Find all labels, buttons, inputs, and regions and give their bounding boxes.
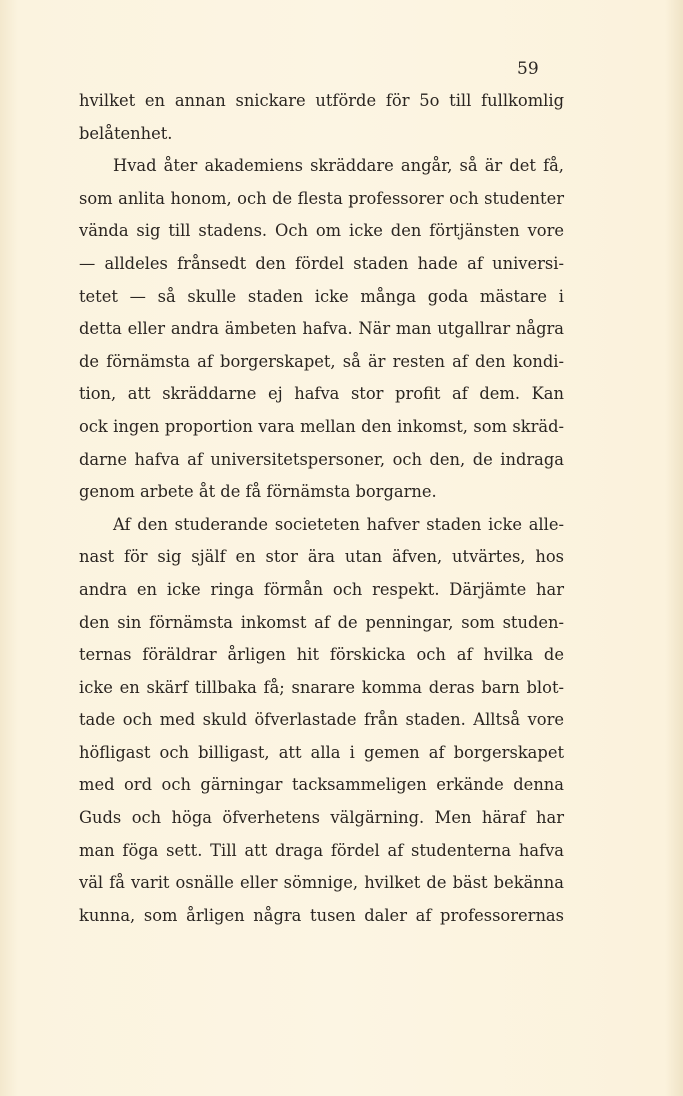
text-line: tade och med skuld öfverlastade från staden. Alltså vore — [79, 710, 564, 730]
text-line: tetet — så skulle staden icke många goda mästare i — [79, 286, 564, 306]
text-line: Guds och höga öfverhetens välgärning. Men häraf har — [79, 808, 564, 828]
text-line: som anlita honom, och de flesta professorer och studenter — [79, 188, 564, 208]
text-line: Af den studerande societeten hafver staden icke alle- — [113, 514, 564, 534]
text-line: nast för sig själf en stor ära utan äfven, utvärtes, hos — [79, 547, 564, 567]
body-text — [79, 85, 564, 932]
text-line: den sin förnämsta inkomst af de penningar, som studen- — [79, 612, 564, 632]
text-line: de förnämsta af borgerskapet, så är resten af den kondi- — [79, 351, 564, 371]
text-line: icke en skärf tillbaka få; snarare komma deras barn blot- — [79, 677, 564, 697]
text-line: ock ingen proportion vara mellan den inkomst, som skräd- — [79, 416, 564, 436]
text-line: belåtenhet. — [79, 123, 173, 143]
text-line: tion, att skräddarne ej hafva stor profit af dem. Kan — [79, 384, 564, 404]
text-line: darne hafva af universitetspersoner, och den, de indraga — [79, 449, 564, 469]
text-line: genom arbete åt de få förnämsta borgarne. — [79, 482, 437, 502]
text-line: höfligast och billigast, att alla i gemen af borgerskapet — [79, 742, 564, 762]
text-line: man föga sett. Till att draga fördel af studenterna hafva — [79, 840, 564, 860]
text-line: väl få varit osnälle eller sömnige, hvilket de bäst bekänna — [79, 873, 564, 893]
text-line: hvilket en annan snickare utförde för 5o till fullkomlig — [79, 91, 564, 110]
text-line: — alldeles frånsedt den fördel staden hade af universi- — [79, 253, 564, 273]
text-line: kunna, som årligen några tusen daler af professorernas — [79, 905, 564, 925]
text-line: detta eller andra ämbeten hafva. När man utgallrar några — [79, 319, 564, 339]
text-line: vända sig till stadens. Och om icke den förtjänsten vore — [79, 221, 564, 241]
text-line: ternas föräldrar årligen hit förskicka och af hvilka de — [79, 645, 564, 665]
text-line: med ord och gärningar tacksammeligen erkände denna — [79, 775, 564, 795]
text-line: Hvad åter akademiens skräddare angår, så är det få, — [113, 156, 564, 176]
text-line: andra en icke ringa förmån och respekt. Därjämte har — [79, 579, 564, 599]
page-number: 59 — [517, 59, 539, 79]
